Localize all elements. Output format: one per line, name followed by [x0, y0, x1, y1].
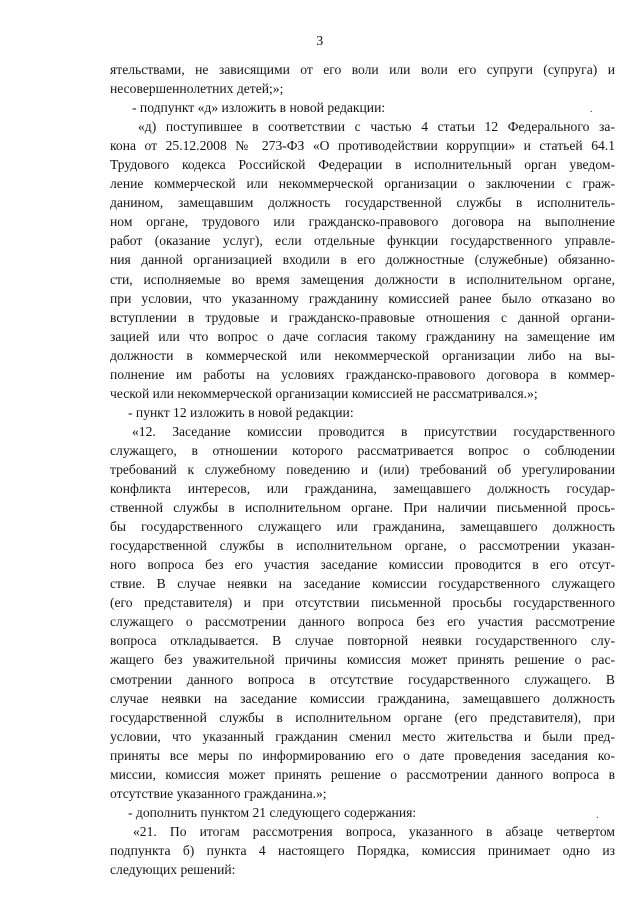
- text-line: «д) поступившее в соответствии с частью 4 статьи 12 Федерального за-: [138, 119, 615, 135]
- amendment-instruction: [110, 98, 615, 117]
- text-line: миссии, комиссия может принять решение о рассмотрении данного вопроса в: [110, 766, 615, 782]
- text-line: Трудового кодекса Российской Федерации в исполнительный орган уведом-: [110, 157, 615, 173]
- text-line: при условии, что указанному гражданину комиссией ранее было отказано во: [110, 290, 615, 306]
- amendment-instruction: [110, 803, 615, 822]
- text-line: конфликта интересов, или гражданина, замещавшего должность государ-: [110, 481, 615, 497]
- text-line: бы государственного служащего или гражданина, замещавшего должность: [110, 519, 615, 535]
- text-line: работ (оказание услуг), если отдельные функции государственного управле-: [110, 233, 615, 249]
- text-line: зацией или что вопрос о даче согласия такому гражданину на замещение им: [110, 328, 615, 344]
- text-line: должности в коммерческой или некоммерческой организации либо на вы-: [110, 347, 615, 363]
- text-line: - дополнить пунктом 21 следующего содержания:: [128, 804, 417, 820]
- text-line: государственной службы в исполнительном органе (его представителя), при: [110, 709, 615, 725]
- amendment-instruction: [110, 403, 615, 422]
- text-line: - подпункт «д» изложить в новой редакции:: [132, 100, 386, 116]
- subparagraph-d: [110, 117, 615, 403]
- text-line: государственной службы в исполнительном органе, о рассмотрении указан-: [110, 538, 615, 554]
- paragraph-continuation: [110, 60, 615, 98]
- text-line: сти, исполняемые во время замещения должности в исполнительном органе,: [110, 271, 615, 287]
- text-line: ствие. В случае неявки на заседание комиссии государственного служащего: [110, 576, 615, 592]
- stray-mark: .: [590, 104, 593, 115]
- text-line: условии, что указанный гражданин сменил место жительства и были пред-: [110, 728, 615, 744]
- text-line: следующих решений:: [110, 861, 236, 877]
- text-line: - пункт 12 изложить в новой редакции:: [128, 404, 354, 420]
- text-line: (его представителя) и при отсутствии письменной просьбы государственного: [110, 595, 615, 611]
- text-line: ятельствами, не зависящими от его воли или воли его супруги (супруга) и: [110, 62, 615, 77]
- stray-mark: .: [596, 810, 599, 821]
- text-line: ном органе, трудового или гражданско-правового договора на выполнение: [110, 214, 615, 230]
- text-line: ного вопроса без его участия заседание комиссии проводится в его отсут-: [110, 557, 615, 573]
- document-body: [110, 60, 615, 879]
- text-line: вступлении в трудовые и гражданско-правовые отношения с данной органи-: [110, 309, 615, 325]
- point-21: [110, 822, 615, 879]
- text-line: ственной службы в исполнительном органе. При наличии письменной прось-: [110, 500, 615, 516]
- text-line: «21. По итогам рассмотрения вопроса, указанного в абзаце четвертом: [133, 823, 615, 839]
- text-line: данином, замещавшим должность государственной службы в исполнитель-: [110, 195, 615, 211]
- page-number: 3: [316, 34, 324, 49]
- text-line: смотрении данного вопроса в отсутствие государственного служащего. В: [110, 671, 615, 687]
- text-line: жащего без уважительной причины комиссия может принять решение о рас-: [110, 652, 615, 668]
- text-line: ческой или некоммерческой организации комиссией не рассматривался.»;: [110, 385, 538, 401]
- point-12: [110, 422, 615, 803]
- text-line: служащего, в отношении которого рассматривается вопрос о соблюдении: [110, 442, 615, 458]
- text-line: подпункта б) пункта 4 настоящего Порядка, комиссия принимает одно из: [110, 842, 615, 858]
- text-line: ление коммерческой или некоммерческой организации о заключении с граж-: [110, 176, 615, 192]
- text-line: ния данной организацией входили в его должностные (служебные) обязанно-: [110, 252, 615, 268]
- text-line: приняты все меры по информированию его о дате проведения заседания ко-: [110, 747, 615, 763]
- text-line: полнение им работы на условиях гражданско-правового договора в коммер-: [110, 366, 615, 382]
- text-line: вопроса откладывается. В случае повторной неявки государственного слу-: [110, 633, 615, 649]
- text-line: отсутствие указанного гражданина.»;: [110, 785, 327, 801]
- text-line: «12. Заседание комиссии проводится в присутствии государственного: [132, 423, 615, 439]
- text-line: несовершеннолетних детей;»;: [110, 81, 284, 97]
- text-line: служащего о рассмотрении данного вопроса без его участия рассмотрение: [110, 614, 615, 630]
- text-line: кона от 25.12.2008 № 273-ФЗ «О противодействии коррупции» и статьей 64.1: [110, 138, 615, 154]
- text-line: требований к служебному поведению и (или) требований об урегулировании: [110, 461, 615, 477]
- text-line: случае неявки на заседание комиссии гражданина, замещавшего должность: [110, 690, 615, 706]
